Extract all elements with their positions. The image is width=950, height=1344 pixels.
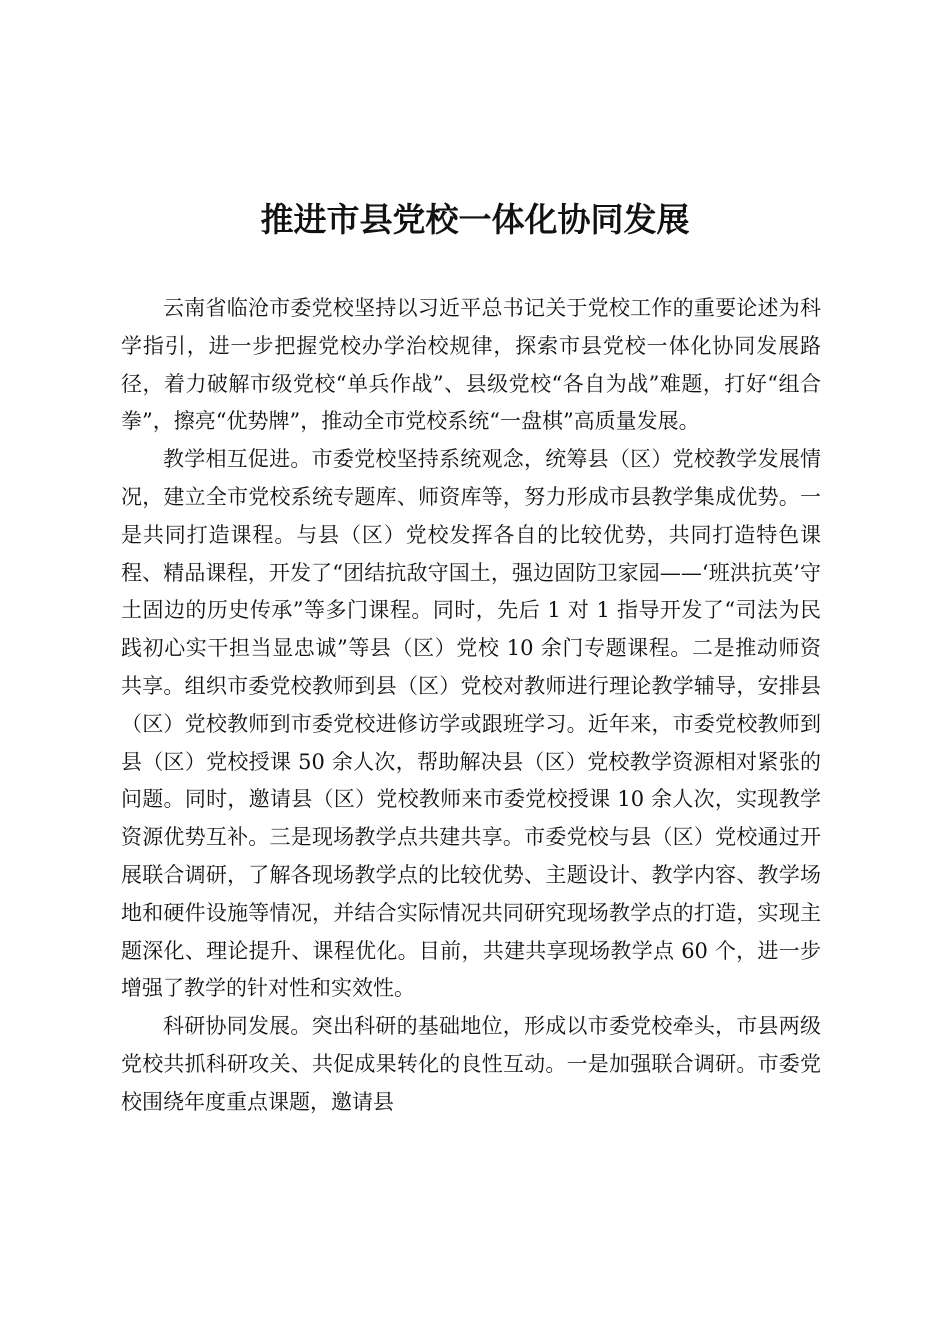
document-title: 推进市县党校一体化协同发展 — [260, 200, 690, 239]
paragraph-research: 科研协同发展。突出科研的基础地位，形成以市委党校牵头，市县两级党校共抓科研攻关、共促成果转化的良性互动。一是加强联合调研。市委党校围绕年度重点课题，邀请县 — [121, 1014, 821, 1114]
paragraph-intro: 云南省临沧市委党校坚持以习近平总书记关于党校工作的重要论述为科学指引，进一步把握党校办学治校规律，探索市县党校一体化协同发展路径，着力破解市级党校“单兵作战”、县级党校“各自为战”难题，打好“组合拳”，擦亮“优势牌”，推动全市党校系统“一盘棋”高质量发展。 — [121, 296, 821, 434]
document-body — [121, 290, 821, 1122]
paragraph-teaching: 教学相互促进。市委党校坚持系统观念，统筹县（区）党校教学发展情况，建立全市党校系统专题库、师资库等，努力形成市县教学集成优势。一是共同打造课程。与县（区）党校发挥各自的比较优势，共同打造特色课程、精品课程，开发了“团结抗敌守国土，强边固防卫家园——‘班洪抗英’守土固边的历史传承”等多门课程。同时，先后 1 对 1 指导开发了“司法为民践初心实干担当显忠诚”等县（区）党校 10 余门专题课程。二是推动师资共享。组织市委党校教师到县（区）党校对教师进行理论教学辅导，安排县（区）党校教师到市委党校进修访学或跟班学习。近年来，市委党校教师到县（区）党校授课 50 余人次，帮助解决县（区）党校教学资源相对紧张的问题。同时，邀请县（区）党校教师来市委党校授课 10 余人次，实现教学资源优势互补。三是现场教学点共建共享。市委党校与县（区）党校通过开展联合调研，了解各现场教学点的比较优势、主题设计、教学内容、教学场地和硬件设施等情况，并结合实际情况共同研究现场教学点的打造，实现主题深化、理论提升、课程优化。目前，共建共享现场教学点 60 个，进一步增强了教学的针对性和实效性。 — [121, 447, 821, 1001]
